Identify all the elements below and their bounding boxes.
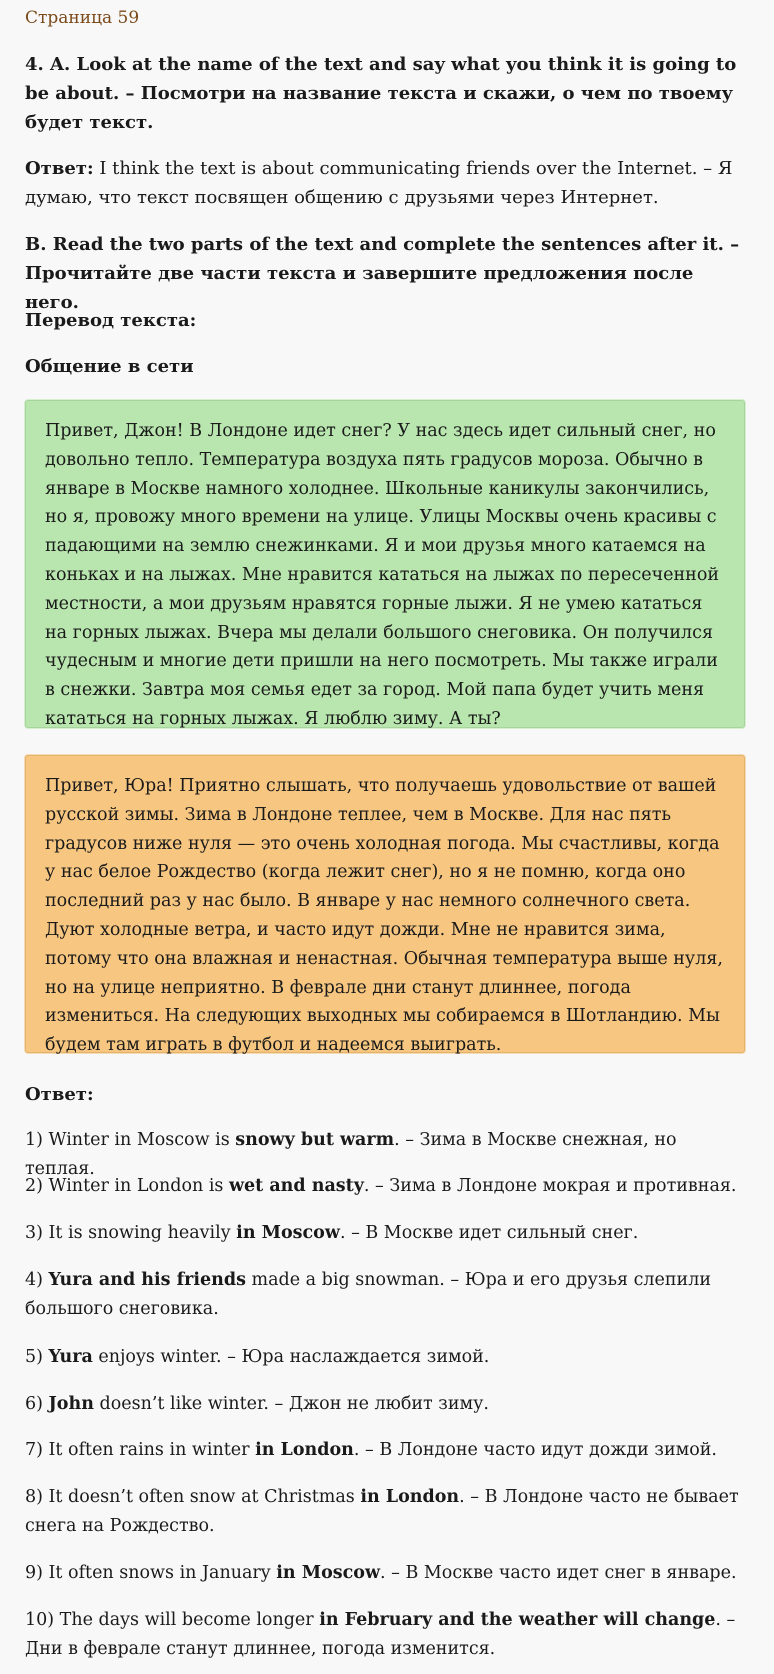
answer-key: John: [48, 1394, 94, 1414]
task-a-question: 4. A. Look at the name of the text and say what you think it is going to be about. – Посмотри на название текста и скажи, о чем по твоему будет текст.: [25, 54, 737, 133]
task-a-answer-label: Ответ:: [25, 158, 94, 179]
answer-key: in London: [360, 1487, 460, 1507]
answer-translation: . – В Москве часто идет снег в январе.: [380, 1563, 737, 1583]
answer-text: 5): [25, 1347, 49, 1367]
answer-text: 4): [25, 1270, 49, 1290]
answer-translation: doesn’t like winter. – Джон не любит зиму.: [93, 1394, 489, 1414]
answer-text: 3) It is snowing heavily: [25, 1223, 237, 1243]
answer-key: in London: [255, 1440, 354, 1460]
answer-text: 9) It often snows in January: [25, 1563, 277, 1583]
letter-to-yura-text: Привет, Юра! Приятно слышать, что получаешь удовольствие от вашей русской зимы. Зима в Лондоне теплее, чем в Москве. Для нас пять градусов ниже нуля — это очень холодная погода. Мы счастливы, когда у нас белое Рождество (когда лежит снег), но я не помню, когда оно последний раз у нас было. В январе у нас немного солнечного света. Дуют холодные ветра, и часто идут дожди. Мне не нравится зима, потому что она влажная и ненастная. Обычная температура выше нуля, но на улице неприятно. В феврале дни станут длиннее, погода измениться. На следующих выходных мы собираемся в Шотландию. Мы будем там играть в футбол и надеемся выиграть.: [45, 776, 723, 1056]
answer-text: 8) It doesn’t often snow at Christmas: [25, 1487, 361, 1507]
answer-key: in Moscow: [276, 1563, 381, 1583]
letter-to-john-text: Привет, Джон! В Лондоне идет снег? У нас здесь идет сильный снег, но довольно тепло. Температура воздуха пять градусов мороза. Обычно в январе в Москве намного холоднее. Школьные каникулы закончились, но я, провожу много времени на улице. Улицы Москвы очень красивы с падающими на землю снежинками. Я и мои друзья много катаемся на коньках и на лыжах. Мне нравится кататься на лыжах по пересеченной местности, а мои друзьям нравятся горные лыжи. Я не умею кататься на горных лыжах. Вчера мы делали большого снеговика. Он получился чудесным и многие дети пришли на него посмотреть. Мы также играли в снежки. Завтра моя семья едет за город. Мой папа будет учить меня кататься на горных лыжах. Я люблю зиму. А ты?: [45, 421, 720, 729]
answer-text: 10) The days will become longer: [25, 1610, 320, 1630]
answer-key: in Moscow: [236, 1223, 340, 1243]
answer-item: [25, 1606, 744, 1664]
answer-item: [25, 1172, 744, 1201]
answer-translation: . – Дни в феврале станут длиннее, погода изменится.: [25, 1610, 736, 1659]
answers-label: Ответ:: [25, 1084, 94, 1105]
translation-heading: Перевод текста:: [25, 310, 197, 331]
answer-item: [25, 1343, 744, 1372]
answer-translation: . – В Москве идет сильный снег.: [339, 1223, 639, 1243]
answer-item: [25, 1390, 744, 1419]
answer-key: snowy but warm: [235, 1130, 395, 1150]
answer-key: Yura and his friends: [48, 1270, 246, 1290]
answer-item: [25, 1266, 744, 1324]
answer-item: [25, 1219, 744, 1248]
task-a-answer-text: I think the text is about communicating friends over the Internet. – Я думаю, что текст посвящен общению с друзьями через Интернет.: [25, 158, 733, 208]
text-title: Общение в сети: [25, 356, 194, 377]
letter-to-john: [25, 400, 745, 728]
task-a-answer: [25, 154, 744, 212]
answer-translation: made a big snowman. – Юра и его друзья слепили большого снеговика.: [25, 1270, 711, 1319]
answer-key: in February and the weather will change: [319, 1610, 716, 1630]
answer-key: wet and nasty: [228, 1176, 364, 1196]
letter-to-yura: [25, 755, 745, 1056]
answer-text: 6): [25, 1394, 49, 1414]
answer-translation: . – Зима в Москве снежная, но теплая.: [25, 1130, 677, 1179]
answer-translation: . – Зима в Лондоне мокрая и противная.: [363, 1176, 737, 1196]
page-number-label: Страница 59: [25, 8, 140, 28]
answer-item: [25, 1483, 744, 1541]
answer-translation: enjoys winter. – Юра наслаждается зимой.: [92, 1347, 490, 1367]
answer-text: 2) Winter in London is: [25, 1176, 229, 1196]
answer-text: 7) It often rains in winter: [25, 1440, 256, 1460]
answer-translation: . – В Лондоне часто не бывает снега на Рождество.: [25, 1487, 739, 1536]
answer-item: [25, 1559, 744, 1588]
answer-item: [25, 1436, 744, 1465]
answer-text: 1) Winter in Moscow is: [25, 1130, 236, 1150]
task-b-question: B. Read the two parts of the text and complete the sentences after it. – Прочитайте две части текста и завершите предложения после него.: [25, 234, 740, 313]
answer-key: Yura: [48, 1347, 93, 1367]
answer-translation: . – В Лондоне часто идут дожди зимой.: [353, 1440, 717, 1460]
